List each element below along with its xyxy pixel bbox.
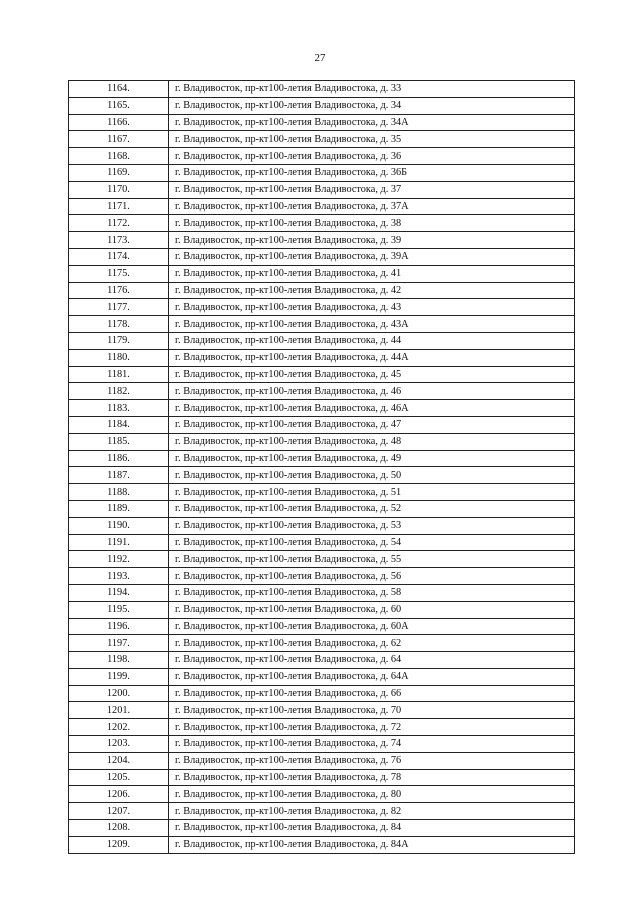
- table-row: [69, 81, 575, 98]
- row-address: г. Владивосток, пр-кт100-летия Владивостока, д. 60А: [169, 618, 575, 635]
- row-number: 1177.: [69, 299, 169, 316]
- table-row: [69, 736, 575, 753]
- table-row: [69, 685, 575, 702]
- row-address: г. Владивосток, пр-кт100-летия Владивостока, д. 64А: [169, 668, 575, 685]
- table-row: [69, 97, 575, 114]
- table-row: [69, 635, 575, 652]
- table-row: [69, 719, 575, 736]
- table-row: [69, 148, 575, 165]
- row-address: г. Владивосток, пр-кт100-летия Владивостока, д. 46А: [169, 400, 575, 417]
- row-number: 1202.: [69, 719, 169, 736]
- table-row: [69, 164, 575, 181]
- row-address: г. Владивосток, пр-кт100-летия Владивостока, д. 45: [169, 366, 575, 383]
- table-row: [69, 786, 575, 803]
- table-row: [69, 383, 575, 400]
- row-address: г. Владивосток, пр-кт100-летия Владивостока, д. 36Б: [169, 164, 575, 181]
- row-number: 1164.: [69, 81, 169, 98]
- row-number: 1168.: [69, 148, 169, 165]
- address-table-body: [69, 81, 575, 854]
- row-number: 1195.: [69, 601, 169, 618]
- row-number: 1196.: [69, 618, 169, 635]
- row-address: г. Владивосток, пр-кт100-летия Владивостока, д. 34А: [169, 114, 575, 131]
- table-row: [69, 467, 575, 484]
- row-address: г. Владивосток, пр-кт100-летия Владивостока, д. 84: [169, 820, 575, 837]
- row-address: г. Владивосток, пр-кт100-летия Владивостока, д. 58: [169, 584, 575, 601]
- table-row: [69, 198, 575, 215]
- row-address: г. Владивосток, пр-кт100-летия Владивостока, д. 41: [169, 265, 575, 282]
- row-number: 1203.: [69, 736, 169, 753]
- table-row: [69, 534, 575, 551]
- row-address: г. Владивосток, пр-кт100-летия Владивостока, д. 37: [169, 181, 575, 198]
- row-address: г. Владивосток, пр-кт100-летия Владивостока, д. 34: [169, 97, 575, 114]
- row-address: г. Владивосток, пр-кт100-летия Владивостока, д. 33: [169, 81, 575, 98]
- table-row: [69, 299, 575, 316]
- table-row: [69, 484, 575, 501]
- row-address: г. Владивосток, пр-кт100-летия Владивостока, д. 43А: [169, 316, 575, 333]
- row-number: 1179.: [69, 332, 169, 349]
- table-row: [69, 248, 575, 265]
- table-row: [69, 820, 575, 837]
- row-number: 1183.: [69, 400, 169, 417]
- row-address: г. Владивосток, пр-кт100-летия Владивостока, д. 39: [169, 232, 575, 249]
- row-number: 1205.: [69, 769, 169, 786]
- table-row: [69, 517, 575, 534]
- row-address: г. Владивосток, пр-кт100-летия Владивостока, д. 39А: [169, 248, 575, 265]
- address-table: [68, 80, 575, 854]
- row-address: г. Владивосток, пр-кт100-летия Владивостока, д. 38: [169, 215, 575, 232]
- row-number: 1175.: [69, 265, 169, 282]
- row-number: 1169.: [69, 164, 169, 181]
- table-row: [69, 752, 575, 769]
- row-address: г. Владивосток, пр-кт100-летия Владивостока, д. 55: [169, 551, 575, 568]
- row-address: г. Владивосток, пр-кт100-летия Владивостока, д. 64: [169, 652, 575, 669]
- row-number: 1167.: [69, 131, 169, 148]
- row-address: г. Владивосток, пр-кт100-летия Владивостока, д. 54: [169, 534, 575, 551]
- row-address: г. Владивосток, пр-кт100-летия Владивостока, д. 66: [169, 685, 575, 702]
- row-number: 1165.: [69, 97, 169, 114]
- row-address: г. Владивосток, пр-кт100-летия Владивостока, д. 43: [169, 299, 575, 316]
- table-row: [69, 551, 575, 568]
- row-address: г. Владивосток, пр-кт100-летия Владивостока, д. 35: [169, 131, 575, 148]
- row-address: г. Владивосток, пр-кт100-летия Владивостока, д. 47: [169, 416, 575, 433]
- table-row: [69, 349, 575, 366]
- table-row: [69, 568, 575, 585]
- row-number: 1182.: [69, 383, 169, 400]
- row-number: 1193.: [69, 568, 169, 585]
- row-address: г. Владивосток, пр-кт100-летия Владивостока, д. 60: [169, 601, 575, 618]
- row-number: 1208.: [69, 820, 169, 837]
- table-row: [69, 131, 575, 148]
- table-row: [69, 332, 575, 349]
- row-number: 1190.: [69, 517, 169, 534]
- table-row: [69, 400, 575, 417]
- table-row: [69, 316, 575, 333]
- row-number: 1176.: [69, 282, 169, 299]
- row-number: 1187.: [69, 467, 169, 484]
- row-address: г. Владивосток, пр-кт100-летия Владивостока, д. 44А: [169, 349, 575, 366]
- row-number: 1197.: [69, 635, 169, 652]
- row-number: 1186.: [69, 450, 169, 467]
- row-address: г. Владивосток, пр-кт100-летия Владивостока, д. 50: [169, 467, 575, 484]
- row-number: 1181.: [69, 366, 169, 383]
- row-address: г. Владивосток, пр-кт100-летия Владивостока, д. 62: [169, 635, 575, 652]
- row-address: г. Владивосток, пр-кт100-летия Владивостока, д. 37А: [169, 198, 575, 215]
- table-row: [69, 652, 575, 669]
- table-row: [69, 584, 575, 601]
- row-number: 1204.: [69, 752, 169, 769]
- row-address: г. Владивосток, пр-кт100-летия Владивостока, д. 51: [169, 484, 575, 501]
- row-number: 1185.: [69, 433, 169, 450]
- row-address: г. Владивосток, пр-кт100-летия Владивостока, д. 49: [169, 450, 575, 467]
- row-address: г. Владивосток, пр-кт100-летия Владивостока, д. 78: [169, 769, 575, 786]
- table-row: [69, 769, 575, 786]
- row-address: г. Владивосток, пр-кт100-летия Владивостока, д. 80: [169, 786, 575, 803]
- row-number: 1192.: [69, 551, 169, 568]
- row-number: 1173.: [69, 232, 169, 249]
- row-address: г. Владивосток, пр-кт100-летия Владивостока, д. 53: [169, 517, 575, 534]
- row-number: 1206.: [69, 786, 169, 803]
- table-row: [69, 215, 575, 232]
- table-row: [69, 668, 575, 685]
- table-row: [69, 366, 575, 383]
- row-address: г. Владивосток, пр-кт100-летия Владивостока, д. 52: [169, 500, 575, 517]
- row-number: 1180.: [69, 349, 169, 366]
- table-row: [69, 450, 575, 467]
- table-row: [69, 803, 575, 820]
- row-number: 1189.: [69, 500, 169, 517]
- row-number: 1174.: [69, 248, 169, 265]
- row-address: г. Владивосток, пр-кт100-летия Владивостока, д. 70: [169, 702, 575, 719]
- table-row: [69, 232, 575, 249]
- row-number: 1199.: [69, 668, 169, 685]
- row-address: г. Владивосток, пр-кт100-летия Владивостока, д. 76: [169, 752, 575, 769]
- table-row: [69, 416, 575, 433]
- row-number: 1207.: [69, 803, 169, 820]
- row-number: 1188.: [69, 484, 169, 501]
- table-row: [69, 114, 575, 131]
- row-address: г. Владивосток, пр-кт100-летия Владивостока, д. 44: [169, 332, 575, 349]
- row-number: 1166.: [69, 114, 169, 131]
- row-number: 1171.: [69, 198, 169, 215]
- row-number: 1201.: [69, 702, 169, 719]
- row-address: г. Владивосток, пр-кт100-летия Владивостока, д. 46: [169, 383, 575, 400]
- row-number: 1184.: [69, 416, 169, 433]
- row-number: 1178.: [69, 316, 169, 333]
- row-number: 1209.: [69, 836, 169, 853]
- table-row: [69, 618, 575, 635]
- row-number: 1170.: [69, 181, 169, 198]
- table-row: [69, 282, 575, 299]
- row-address: г. Владивосток, пр-кт100-летия Владивостока, д. 56: [169, 568, 575, 585]
- row-address: г. Владивосток, пр-кт100-летия Владивостока, д. 84А: [169, 836, 575, 853]
- row-number: 1198.: [69, 652, 169, 669]
- row-number: 1191.: [69, 534, 169, 551]
- row-number: 1172.: [69, 215, 169, 232]
- row-address: г. Владивосток, пр-кт100-летия Владивостока, д. 36: [169, 148, 575, 165]
- page-number: 27: [314, 52, 326, 64]
- row-address: г. Владивосток, пр-кт100-летия Владивостока, д. 72: [169, 719, 575, 736]
- table-row: [69, 265, 575, 282]
- row-number: 1194.: [69, 584, 169, 601]
- table-row: [69, 836, 575, 853]
- row-address: г. Владивосток, пр-кт100-летия Владивостока, д. 82: [169, 803, 575, 820]
- row-address: г. Владивосток, пр-кт100-летия Владивостока, д. 42: [169, 282, 575, 299]
- table-row: [69, 181, 575, 198]
- table-row: [69, 702, 575, 719]
- table-row: [69, 500, 575, 517]
- table-row: [69, 433, 575, 450]
- row-address: г. Владивосток, пр-кт100-летия Владивостока, д. 74: [169, 736, 575, 753]
- row-number: 1200.: [69, 685, 169, 702]
- table-row: [69, 601, 575, 618]
- row-address: г. Владивосток, пр-кт100-летия Владивостока, д. 48: [169, 433, 575, 450]
